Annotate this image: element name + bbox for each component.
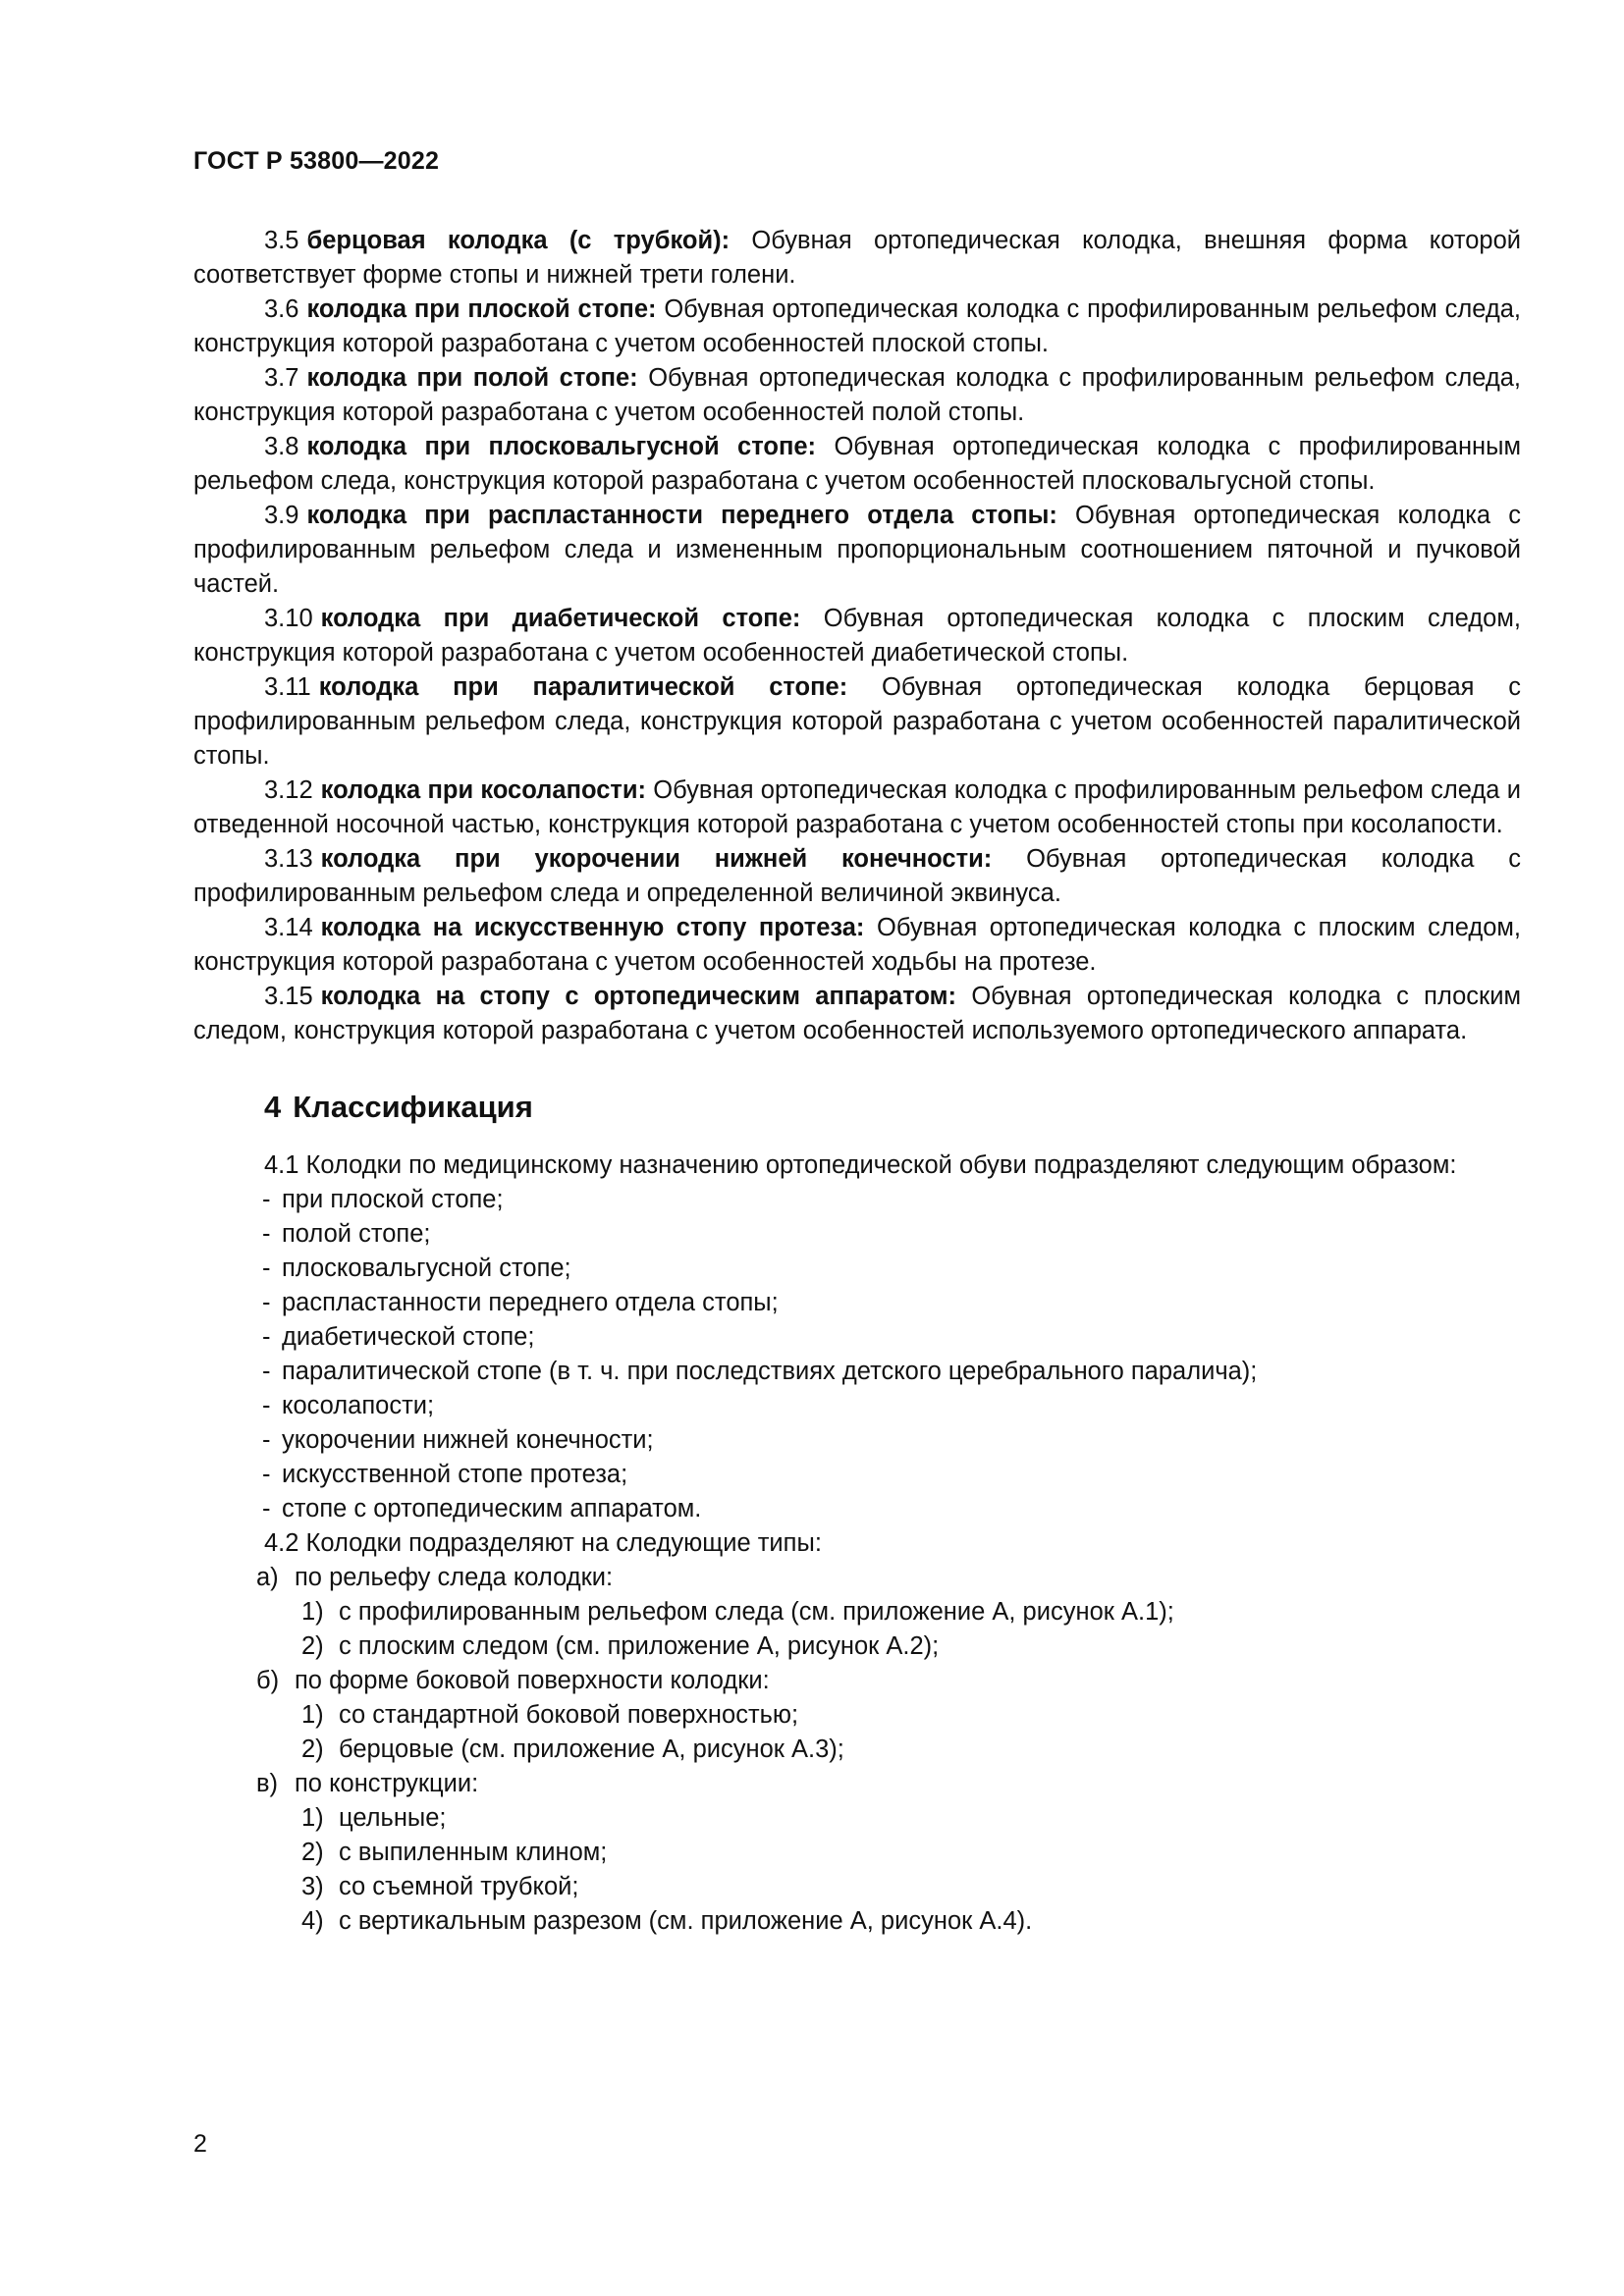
term: колодка при укорочении нижней конечности: [320, 845, 993, 873]
term: колодка при плоской стопе: [306, 295, 657, 323]
clause-number: 3.11 [264, 673, 311, 701]
definition-3-14 [193, 911, 1521, 980]
list-item: - укорочении нижней конечности; [262, 1426, 654, 1454]
term: берцовая колодка (с трубкой): [306, 227, 731, 254]
term: колодка на стопу с ортопедическим аппаратом: [320, 983, 956, 1010]
definition-text: Обувная ортопедическая колодка, внешняя форма которой соответствует форме стопы и нижней трети голени. [193, 227, 1522, 289]
list-item: - распластанности переднего отдела стопы; [262, 1289, 779, 1316]
clause-number: 3.10 [264, 605, 313, 632]
list-item: - стопе с ортопедическим аппаратом. [262, 1495, 702, 1522]
type-list [193, 1561, 1521, 1939]
standard-header: ГОСТ Р 53800—2022 [193, 147, 440, 175]
list-item: - при плоской стопе; [262, 1186, 504, 1213]
list-item: - искусственной стопе протеза; [262, 1461, 628, 1488]
clause-number: 3.8 [264, 433, 299, 460]
clause-4-2: 4.2 Колодки подразделяют на следующие типы: [264, 1529, 822, 1557]
list-item: 2) с плоским следом (см. приложение А, рисунок А.2); [301, 1632, 940, 1660]
clause-number: 3.13 [264, 845, 313, 873]
clause-number: 3.14 [264, 914, 313, 941]
definition-text: Обувная ортопедическая колодка с профилированным рельефом следа, конструкция которой разработана с учетом особенностей плоской стопы. [193, 295, 1521, 357]
page-content [193, 224, 1521, 1939]
list-item: 2) берцовые (см. приложение А, рисунок А.3); [301, 1735, 844, 1763]
definition-text: Обувная ортопедическая колодка берцовая с профилированным рельефом следа, конструкция которой разработана с учетом особенностей паралитической стопы. [193, 673, 1521, 770]
list-item: - паралитической стопе (в т. ч. при последствиях детского церебрального паралича); [262, 1358, 1258, 1385]
list-item: - плосковальгусной стопе; [262, 1255, 571, 1282]
list-item: 1) со стандартной боковой поверхностью; [301, 1701, 799, 1729]
list-item: 1) цельные; [301, 1804, 447, 1832]
definition-text: Обувная ортопедическая колодка с профилированным рельефом следа, конструкция которой разработана с учетом особенностей полой стопы. [193, 364, 1521, 426]
clause-4-1: 4.1 Колодки по медицинскому назначению ортопедической обуви подразделяют следующим образом: [264, 1151, 1457, 1179]
type-group-a: а) по рельефу следа колодки: [256, 1564, 614, 1591]
list-item: 1) с профилированным рельефом следа (см. приложение А, рисунок А.1); [301, 1598, 1174, 1626]
term: колодка при диабетической стопе: [320, 605, 801, 632]
term: колодка при полой стопе: [306, 364, 638, 392]
definition-text: Обувная ортопедическая колодка с профилированным рельефом следа и отведенной носочной частью, конструкция которой разработана с учетом особенностей стопы при косолапости. [193, 776, 1521, 838]
type-group-v: в) по конструкции: [256, 1770, 479, 1797]
definition-3-5 [193, 224, 1521, 293]
definition-3-15 [193, 980, 1521, 1048]
list-item: 2) с выпиленным клином; [301, 1839, 608, 1866]
definition-3-8 [193, 430, 1521, 499]
term: колодка на искусственную стопу протеза: [320, 914, 865, 941]
definition-text: Обувная ортопедическая колодка с профилированным рельефом следа и измененным пропорциональным соотношением пяточной и пучковой частей. [193, 502, 1522, 598]
definition-3-12 [193, 774, 1521, 842]
clause-number: 3.12 [264, 776, 313, 804]
definition-3-13 [193, 842, 1521, 911]
clause-number: 3.9 [264, 502, 299, 529]
type-group-b: б) по форме боковой поверхности колодки: [256, 1667, 770, 1694]
clause-number: 3.5 [264, 227, 299, 254]
list-item: 3) со съемной трубкой; [301, 1873, 579, 1900]
definition-text: Обувная ортопедическая колодка с плоским следом, конструкция которой разработана с учетом особенностей диабетической стопы. [193, 605, 1521, 667]
definition-text: Обувная ортопедическая колодка с профилированным рельефом следа и определенной величиной эквинуса. [193, 845, 1521, 907]
list-item: - косолапости; [262, 1392, 435, 1419]
term: колодка при распластанности переднего отдела стопы: [306, 502, 1057, 529]
clause-number: 3.6 [264, 295, 299, 323]
definition-3-7 [193, 361, 1521, 430]
clause-number: 3.7 [264, 364, 299, 392]
section-heading [264, 1088, 1521, 1127]
term: колодка при паралитической стопе: [318, 673, 848, 701]
term: колодка при плосковальгусной стопе: [306, 433, 817, 460]
definition-text: Обувная ортопедическая колодка с плоским следом, конструкция которой разработана с учетом особенностей используемого ортопедического аппарата. [193, 983, 1521, 1044]
list-item: - диабетической стопе; [262, 1323, 535, 1351]
section-number: 4 [264, 1090, 282, 1124]
definition-text: Обувная ортопедическая колодка с плоским следом, конструкция которой разработана с учетом особенностей ходьбы на протезе. [193, 914, 1521, 976]
definition-3-10 [193, 602, 1521, 670]
list-item: - полой стопе; [262, 1220, 431, 1248]
definition-3-9 [193, 499, 1521, 602]
term: колодка при косолапости: [320, 776, 647, 804]
page-number: 2 [193, 2130, 207, 2158]
section-title: Классификация [293, 1090, 533, 1124]
purpose-list [193, 1183, 1521, 1526]
definition-3-11 [193, 670, 1521, 774]
list-item: 4) с вертикальным разрезом (см. приложение А, рисунок А.4). [301, 1907, 1033, 1935]
definition-3-6 [193, 293, 1521, 361]
clause-number: 3.15 [264, 983, 313, 1010]
definition-text: Обувная ортопедическая колодка с профилированным рельефом следа, конструкция которой разработана с учетом особенностей плосковальгусной стопы. [193, 433, 1521, 495]
